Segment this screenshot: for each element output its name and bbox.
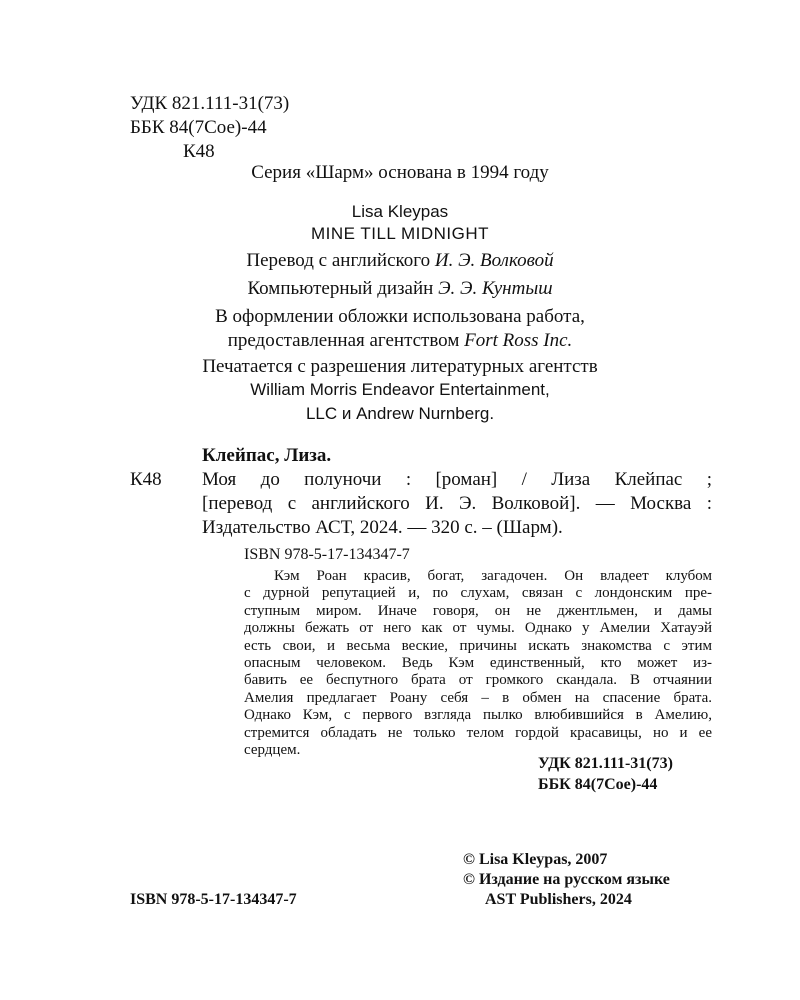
annotation-line: ступным миром. Иначе говоря, он не джентльмен, и дамы bbox=[244, 602, 712, 619]
bbk-code: ББК 84(7Сое)-44 bbox=[130, 117, 267, 138]
copyright-author: © Lisa Kleypas, 2007 bbox=[463, 851, 608, 868]
catalog-line1: Моя до полуночи : [роман] / Лиза Клейпас ; bbox=[202, 469, 712, 490]
original-author: Lisa Kleypas bbox=[351, 202, 449, 221]
permission-line2: William Morris Endeavor Entertainment, bbox=[250, 380, 550, 399]
cover-credit-prefix: предоставленная агентством bbox=[227, 330, 460, 351]
original-title: MINE TILL MIDNIGHT bbox=[310, 224, 490, 243]
catalog-line2: [перевод с английского И. Э. Волковой]. — Москва : bbox=[202, 493, 712, 514]
classification-bbk: ББК 84(7Сое)-44 bbox=[538, 776, 658, 793]
annotation-line: Амелия предлагает Роану себя – в обмен на спасение брата. bbox=[244, 689, 712, 706]
translation-credit bbox=[100, 249, 700, 273]
designer-name: Э. Э. Кунтыш bbox=[438, 278, 553, 299]
annotation-line: с дурной репутацией и, по слухам, связан с лондонским пре- bbox=[244, 585, 712, 602]
permission-line1: Печатается с разрешения литературных агентств bbox=[202, 356, 598, 377]
catalog-heading: Клейпас, Лиза. bbox=[202, 445, 332, 466]
annotation-line: сердцем. bbox=[244, 742, 301, 759]
cover-agency: Fort Ross Inc. bbox=[464, 330, 573, 351]
translator-name: И. Э. Волковой bbox=[434, 250, 554, 271]
copyright-edition: © Издание на русском языке bbox=[463, 871, 670, 888]
catalog-isbn: ISBN 978-5-17-134347-7 bbox=[244, 546, 410, 563]
cover-credit-line2 bbox=[100, 329, 700, 353]
author-mark: К48 bbox=[183, 141, 215, 162]
udk-code: УДК 821.111-31(73) bbox=[130, 93, 290, 114]
annotation-line: есть свои, и весьма веские, причины искать знакомства с этим bbox=[244, 637, 712, 654]
classification-udk: УДК 821.111-31(73) bbox=[538, 755, 673, 772]
catalog-mark: К48 bbox=[130, 469, 162, 490]
annotation-line: Однако Кэм, с первого взгляда пылко влюбившийся в Амелию, bbox=[244, 707, 712, 724]
design-label: Компьютерный дизайн bbox=[247, 278, 434, 299]
cover-credit-line1: В оформлении обложки использована работа, bbox=[215, 306, 585, 327]
catalog-line3: Издательство АСТ, 2024. — 320 с. – (Шарм). bbox=[202, 517, 563, 538]
annotation-line: бавить ее беспутного брата от громкого скандала. В отчаянии bbox=[244, 672, 712, 689]
annotation-line: опасным человеком. Ведь Кэм единственный, кто может из- bbox=[244, 655, 712, 672]
translation-label: Перевод с английского bbox=[246, 250, 431, 271]
permission-line3: LLC и Andrew Nurnberg. bbox=[305, 404, 495, 423]
design-credit bbox=[100, 277, 700, 301]
annotation-line: должны бежать от него как от чумы. Однако у Амелии Хатауэй bbox=[244, 620, 712, 637]
annotation-line: Кэм Роан красив, богат, загадочен. Он владеет клубом bbox=[274, 568, 712, 584]
annotation-line: стремится обладать не только телом гордой красавицы, но и ее bbox=[244, 724, 712, 741]
footer-isbn: ISBN 978-5-17-134347-7 bbox=[130, 891, 297, 908]
annotation bbox=[244, 568, 712, 759]
copyright-publisher: AST Publishers, 2024 bbox=[485, 891, 632, 908]
series-line: Серия «Шарм» основана в 1994 году bbox=[251, 162, 549, 183]
